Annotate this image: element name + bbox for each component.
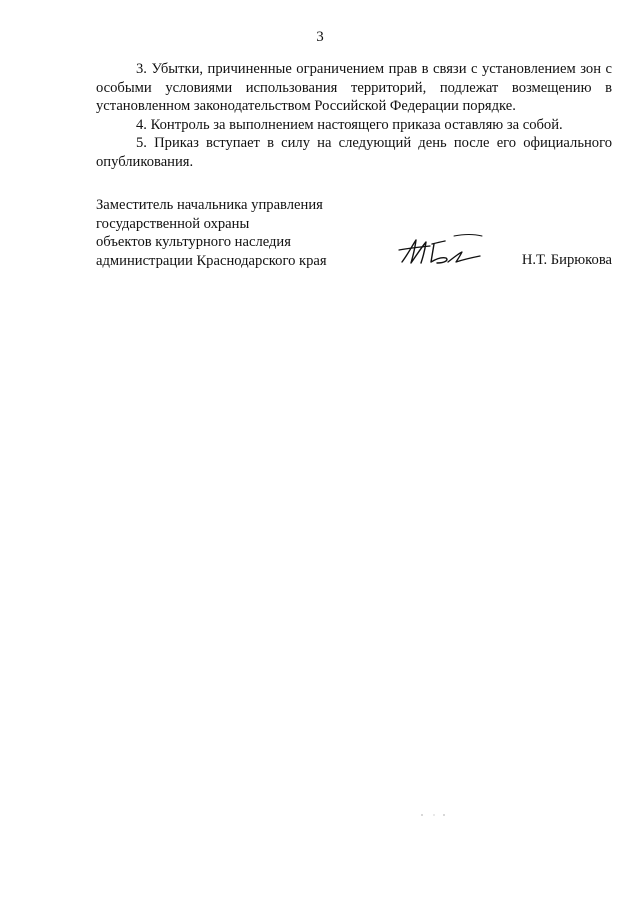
position-line-3: объектов культурного наследия [96,234,291,251]
position-line-4: администрации Краснодарского края [96,252,327,269]
handwritten-signature-icon [396,232,486,272]
paragraph-3: 3. Убытки, причиненные ограничением прав в связи с установлением зон с особыми условиями использования территорий, подлежат возмещению в установленном законодательством Российской Федерации порядке. [96,61,612,115]
signatory-position [96,196,356,270]
paragraph-4: 4. Контроль за выполнением настоящего приказа оставляю за собой. [136,116,563,133]
paragraph-5: 5. Приказ вступает в силу на следующий день после его официального опубликования. [96,135,612,170]
page-number: 3 [316,29,324,45]
scan-speck-marks [420,812,450,818]
position-line-2: государственной охраны [96,215,250,232]
signatory-name: Н.Т. Бирюкова [521,252,612,268]
position-line-1: Заместитель начальника управления [96,197,323,213]
document-body [96,60,612,172]
